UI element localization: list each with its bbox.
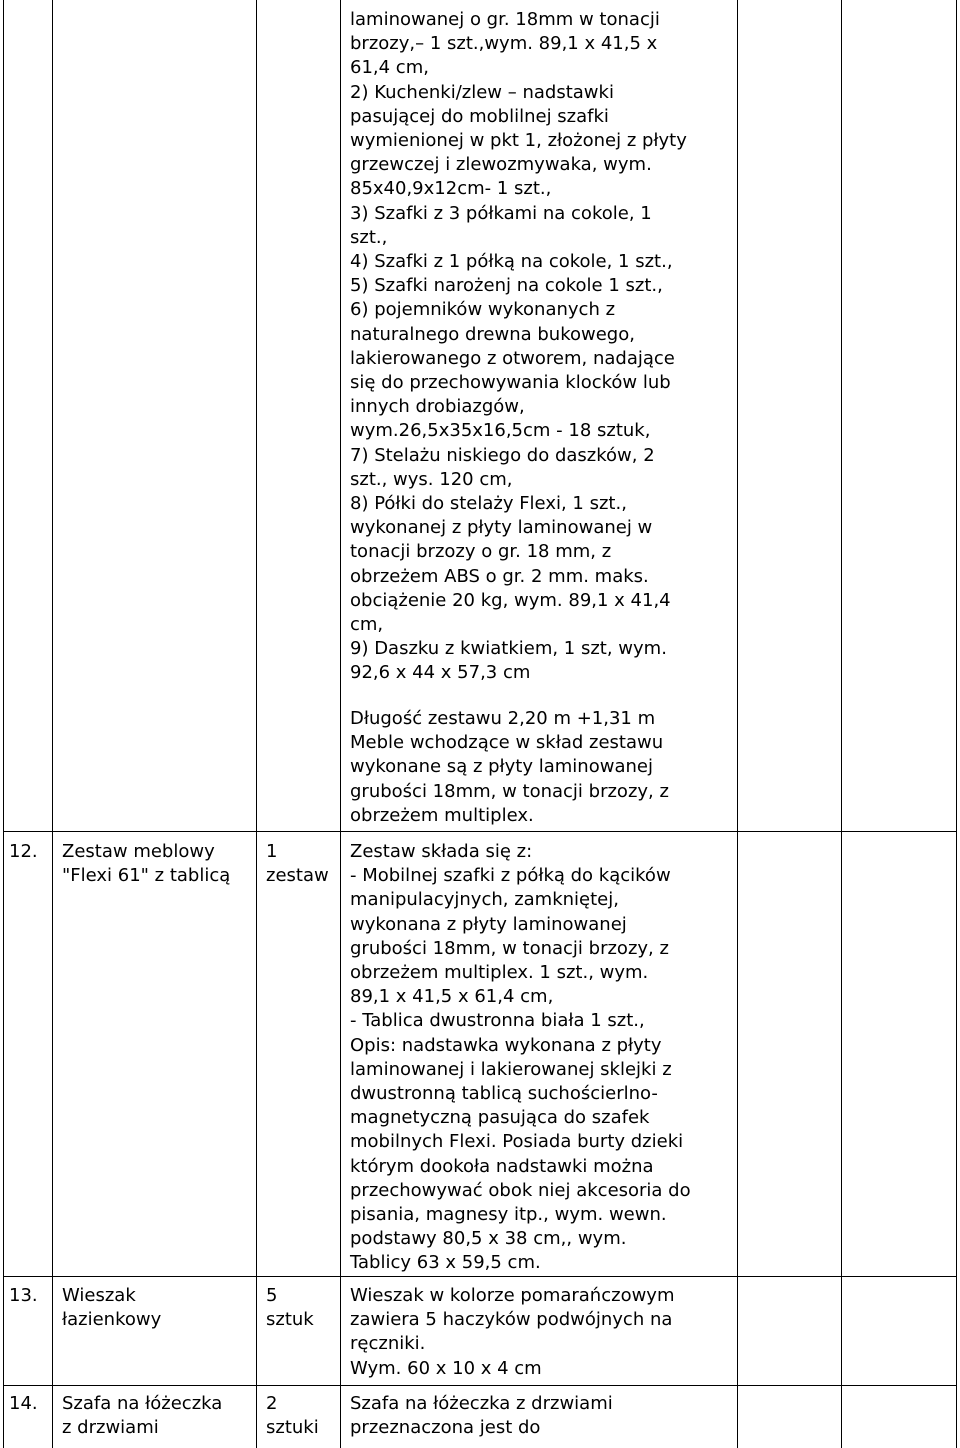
item-11-description-line: laminowanej o gr. 18mm w tonacji xyxy=(350,9,660,30)
row-14-name: Szafa na łóżeczka z drzwiami xyxy=(62,1393,223,1439)
item-11-description-line: 9) Daszku z kwiatkiem, 1 szt, wym. xyxy=(350,638,667,660)
row-separator-13 xyxy=(3,1276,957,1277)
item-11-description-line: obrzeżem ABS o gr. 2 mm. maks. xyxy=(350,565,649,587)
row-12-description-line: dwustronną tablicą suchościerlno- xyxy=(350,1083,658,1105)
row-12-description-line: Zestaw składa się z: xyxy=(350,841,533,862)
item-11-description-line: 8) Półki do stelaży Flexi, 1 szt., xyxy=(350,493,627,515)
item-11-summary-line: grubości 18mm, w tonacji brzozy, z xyxy=(350,780,669,802)
item-11-description-continued xyxy=(350,8,687,686)
row-14-description-line: przeznaczona jest do xyxy=(350,1417,541,1439)
row-13-description xyxy=(350,1284,674,1381)
item-11-description-line: szt., wys. 120 cm, xyxy=(350,468,513,490)
item-11-description-line: 3) Szafki z 3 półkami na cokole, 1 xyxy=(350,202,652,224)
row-13-description-line: ręczniki. xyxy=(350,1333,426,1355)
row-13-quantity: 5 sztuk xyxy=(266,1285,314,1331)
item-11-description-line: obciążenie 20 kg, wym. 89,1 x 41,4 xyxy=(350,589,671,611)
row-13-description-line: Wym. 60 x 10 x 4 cm xyxy=(350,1357,542,1379)
row-13-number: 13. xyxy=(9,1285,38,1306)
row-12-name: Zestaw meblowy "Flexi 61" z tablicą xyxy=(62,841,231,887)
row-12-description-line: obrzeżem multiplex. 1 szt., wym. xyxy=(350,962,649,984)
row-separator-14 xyxy=(3,1385,957,1386)
item-11-description-line: lakierowanego z otworem, nadające xyxy=(350,347,675,369)
item-11-description-line: wykonanej z płyty laminowanej w xyxy=(350,517,653,539)
row-12-description-line: Tablicy 63 x 59,5 cm. xyxy=(350,1252,541,1274)
table-border-left xyxy=(3,0,4,1448)
item-11-description-line: 61,4 cm, xyxy=(350,57,429,79)
item-11-description-line: szt., xyxy=(350,226,388,248)
row-13-description-line: Wieszak w kolorze pomarańczowym xyxy=(350,1285,675,1306)
item-11-description-line: 4) Szafki z 1 półką na cokole, 1 szt., xyxy=(350,251,673,273)
row-12-description-line: grubości 18mm, w tonacji brzozy, z xyxy=(350,937,669,959)
item-11-description-line: 6) pojemników wykonanych z xyxy=(350,299,616,321)
item-11-summary-line: obrzeżem multiplex. xyxy=(350,804,534,826)
row-12-description-line: którym dookoła nadstawki można xyxy=(350,1155,654,1177)
item-11-description-line: wymienionej w pkt 1, złożonej z płyty xyxy=(350,130,687,152)
item-11-description-line: grzewczej i zlewozmywaka, wym. xyxy=(350,154,652,176)
row-12-description-line: - Mobilnej szafki z półką do kącików xyxy=(350,865,671,887)
item-11-description-line: pasującej do moblilnej szafki xyxy=(350,105,609,127)
row-12-description-line: wykonana z płyty laminowanej xyxy=(350,913,627,935)
row-13-description-line: zawiera 5 haczyków podwójnych na xyxy=(350,1309,673,1331)
row-separator-12 xyxy=(3,831,957,832)
item-11-description-line: się do przechowywania klocków lub xyxy=(350,372,671,394)
row-14-quantity: 2 sztuki xyxy=(266,1393,319,1439)
row-12-description-line: Opis: nadstawka wykonana z płyty xyxy=(350,1034,662,1056)
row-12-description xyxy=(350,840,691,1276)
item-11-summary-line: Długość zestawu 2,20 m +1,31 m xyxy=(350,708,656,729)
item-11-description-line: 2) Kuchenki/zlew – nadstawki xyxy=(350,81,614,103)
table-border-right xyxy=(956,0,957,1448)
item-11-description-line: 5) Szafki narożenj na cokole 1 szt., xyxy=(350,275,663,297)
row-12-description-line: 89,1 x 41,5 x 61,4 cm, xyxy=(350,986,554,1008)
item-11-description-line: tonacji brzozy o gr. 18 mm, z xyxy=(350,541,612,563)
table-divider-description xyxy=(737,0,738,1448)
item-11-summary-line: wykonane są z płyty laminowanej xyxy=(350,756,653,778)
item-11-description-line: 7) Stelażu niskiego do daszków, 2 xyxy=(350,444,655,466)
item-11-description-line: brzozy,– 1 szt.,wym. 89,1 x 41,5 x xyxy=(350,33,658,55)
item-11-description-line: 85x40,9x12cm- 1 szt., xyxy=(350,178,552,200)
item-11-description-line: innych drobiazgów, xyxy=(350,396,525,418)
table-divider-name xyxy=(256,0,257,1448)
table-divider-number xyxy=(52,0,53,1448)
row-12-number: 12. xyxy=(9,841,38,862)
row-12-description-line: przechowywać obok niej akcesoria do xyxy=(350,1179,691,1201)
row-12-quantity: 1 zestaw xyxy=(266,841,329,887)
row-14-description xyxy=(350,1392,613,1440)
table-divider-extra-1 xyxy=(841,0,842,1448)
row-13-name: Wieszak łazienkowy xyxy=(62,1285,162,1331)
row-14-description-line: Szafa na łóżeczka z drzwiami xyxy=(350,1393,613,1414)
item-11-summary xyxy=(350,707,669,828)
row-14-number: 14. xyxy=(9,1393,38,1414)
item-11-description-line: cm, xyxy=(350,614,384,636)
item-11-description-line: wym.26,5x35x16,5cm - 18 sztuk, xyxy=(350,420,651,442)
row-12-description-line: magnetyczną pasująca do szafek xyxy=(350,1107,650,1129)
row-12-description-line: laminowanej i lakierowanej sklejki z xyxy=(350,1058,672,1080)
row-12-description-line: pisania, magnesy itp., wym. wewn. xyxy=(350,1204,667,1226)
row-12-description-line: manipulacyjnych, zamkniętej, xyxy=(350,889,619,911)
row-12-description-line: mobilnych Flexi. Posiada burty dzieki xyxy=(350,1131,684,1153)
table-divider-quantity xyxy=(340,0,341,1448)
row-12-description-line: - Tablica dwustronna biała 1 szt., xyxy=(350,1010,645,1032)
item-11-summary-line: Meble wchodzące w skład zestawu xyxy=(350,732,664,754)
item-11-description-line: naturalnego drewna bukowego, xyxy=(350,323,635,345)
row-12-description-line: podstawy 80,5 x 38 cm,, wym. xyxy=(350,1228,627,1250)
item-11-description-line: 92,6 x 44 x 57,3 cm xyxy=(350,662,531,684)
